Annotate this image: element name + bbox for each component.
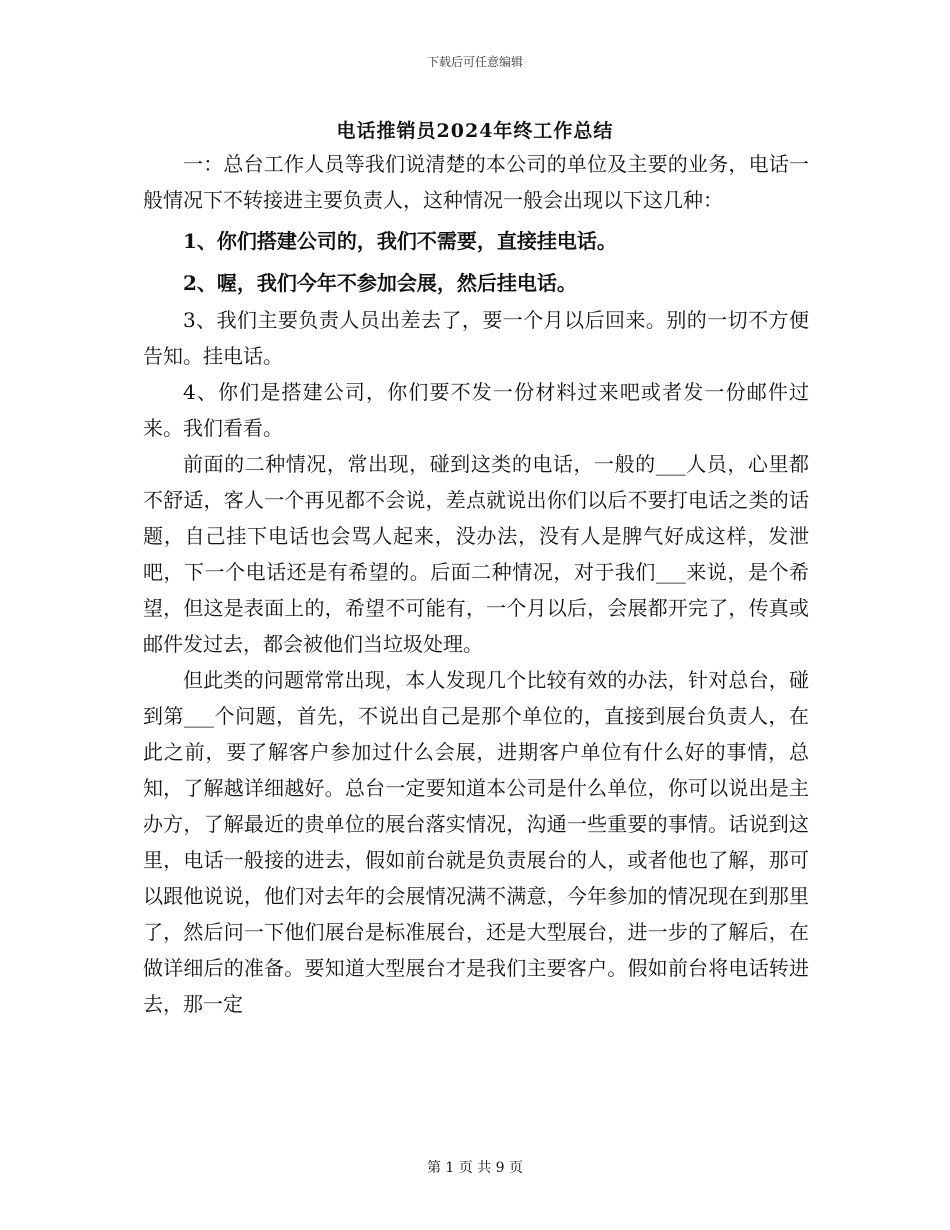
paragraph-case-4: 4、你们是搭建公司，你们要不发一份材料过来吧或者发一份邮件过来。我们看看。 [143, 380, 809, 440]
document-title: 电话推销员2024年终工作总结 [336, 120, 614, 142]
page-header-note: 下载后可任意编辑 [426, 55, 523, 69]
paragraph-case-1: 1、你们搭建公司的，我们不需要，直接挂电话。 [183, 229, 617, 253]
paragraph-case-3: 3、我们主要负责人员出差去了，要一个月以后回来。别的一切不方便告知。挂电话。 [143, 308, 809, 368]
paragraph-intro: 一：总台工作人员等我们说清楚的本公司的单位及主要的业务，电话一般情况下不转接进主要负责人，这种情况一般会出现以下这几种： [143, 152, 809, 212]
document-body [143, 146, 809, 1022]
paragraph-analysis: 前面的二种情况，常出现，碰到这类的电话，一般的___人员，心里都不舒适，客人一个再见都不会说，差点就说出你们以后不要打电话之类的话题，自己挂下电话也会骂人起来，没办法，没有人是脾气好成这样，发泄吧，下一个电话还是有希望的。后面二种情况，对于我们___来说，是个希望，但这是表面上的，希望不可能有，一个月以后，会展都开完了，传真或邮件发过去，都会被他们当垃圾处理。 [143, 452, 809, 656]
paragraph-case-2: 2、喔，我们今年不参加会展，然后挂电话。 [183, 271, 577, 295]
page-number-indicator: 第 1 页 共 9 页 [426, 1160, 524, 1176]
paragraph-methods: 但此类的问题常常出现，本人发现几个比较有效的办法，针对总台，碰到第___个问题，首先，不说出自己是那个单位的，直接到展台负责人，在此之前，要了解客户参加过什么会展，进期客户单位有什么好的事情，总知，了解越详细越好。总台一定要知道本公司是什么单位，你可以说出是主办方，了解最近的贵单位的展台落实情况，沟通一些重要的事情。话说到这里，电话一般接的进去，假如前台就是负责展台的人，或者他也了解，那可以跟他说说，他们对去年的会展情况满不满意，今年参加的情况现在到那里了，然后问一下他们展台是标准展台，还是大型展台，进一步的了解后，在做详细后的准备。要知道大型展台才是我们主要客户。假如前台将电话转进去，那一定 [143, 668, 809, 1016]
